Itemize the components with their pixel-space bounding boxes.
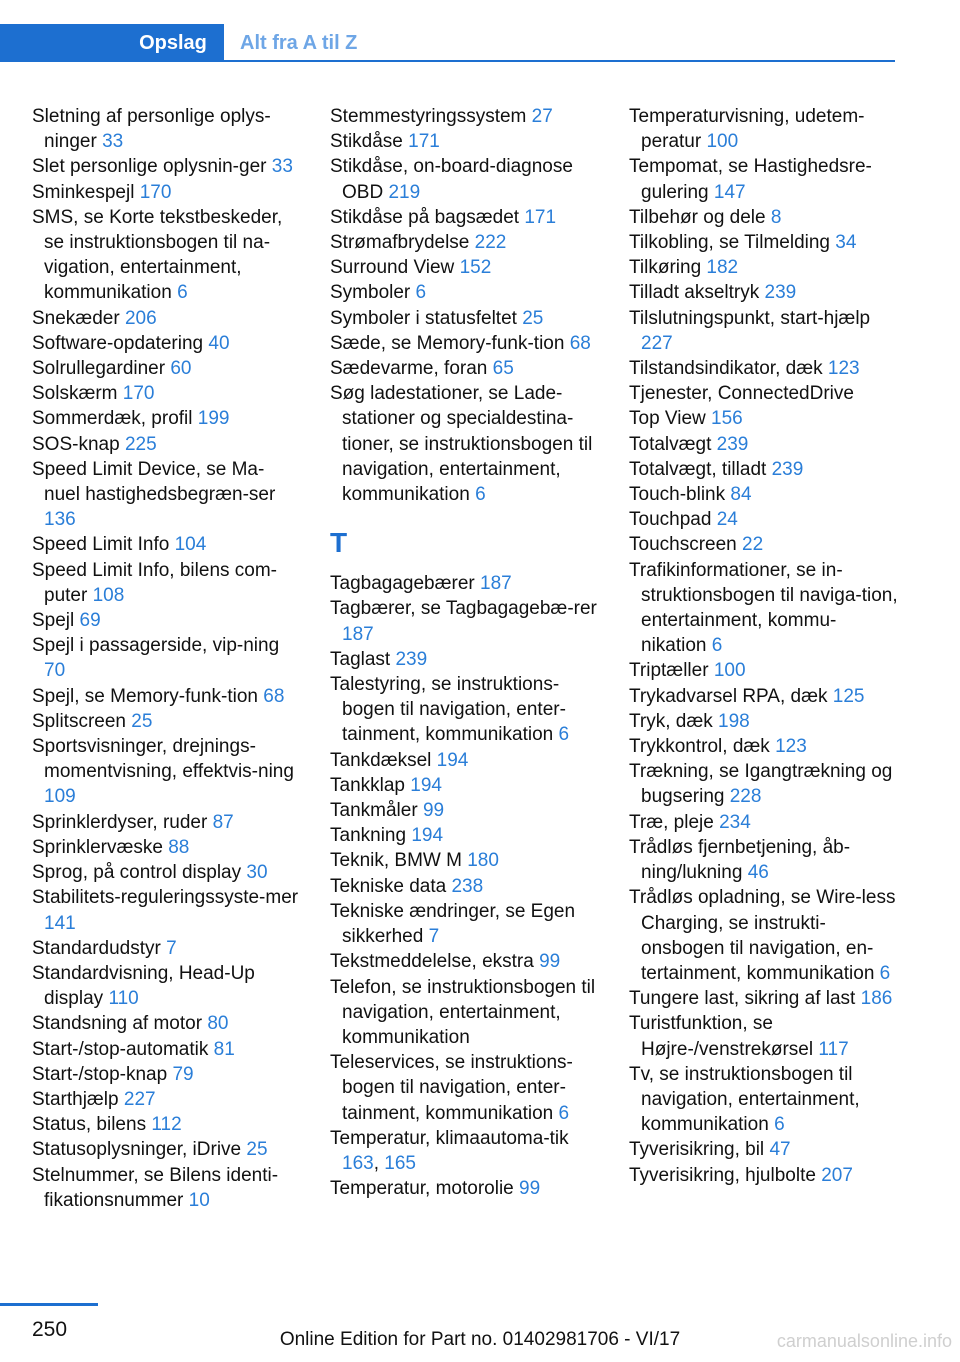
index-entry xyxy=(32,835,300,860)
index-entry-term: Sæde, se Memory-funk‐tion xyxy=(330,332,565,354)
page-link[interactable]: 136 xyxy=(44,509,76,531)
index-entry-term: Stemmestyringssystem xyxy=(330,106,527,127)
index-entry xyxy=(330,154,600,204)
header-tab-bar xyxy=(0,24,895,62)
page-link[interactable]: 117 xyxy=(818,1038,849,1060)
page-link[interactable]: 123 xyxy=(827,358,860,380)
index-entry-term: Trækning, se Igangtrækning og bugsering xyxy=(629,761,893,808)
index-entry xyxy=(32,734,300,810)
page-link[interactable]: 10 xyxy=(188,1189,210,1211)
index-entry-term: Stabilitets-reguleringssyste‐mer xyxy=(32,887,299,909)
page-link[interactable]: 152 xyxy=(459,257,492,279)
index-entry-term: Tyverisikring, bil xyxy=(629,1139,765,1161)
page-link[interactable]: 123 xyxy=(775,736,807,758)
index-entry-term: Symboler xyxy=(330,282,411,304)
index-entry xyxy=(629,381,899,406)
page-link[interactable]: 239 xyxy=(764,282,797,304)
page-link[interactable]: 99 xyxy=(539,951,561,973)
index-entry-term: Top View xyxy=(629,408,706,430)
index-entry xyxy=(32,432,300,457)
index-entry xyxy=(32,709,300,734)
section-letter: T xyxy=(330,527,348,559)
page-link[interactable]: 219 xyxy=(388,181,421,203)
index-entry-term: Teknik, BMW M xyxy=(330,850,462,872)
index-entry xyxy=(330,280,600,305)
page-link[interactable]: 187 xyxy=(480,573,512,595)
index-entry-term: Tilladt akseltryk xyxy=(629,282,760,304)
page-link[interactable]: 170 xyxy=(139,181,172,203)
index-entry xyxy=(32,331,300,356)
index-entry xyxy=(32,810,300,835)
index-entry-term: Totalvægt xyxy=(629,433,712,455)
index-entry xyxy=(330,571,600,596)
page-link[interactable]: 171 xyxy=(524,206,557,228)
page-link[interactable]: 6 xyxy=(415,282,427,304)
index-entry-term: Trykkontrol, dæk xyxy=(629,736,770,758)
index-entry-term: Stikdåse på bagsædet xyxy=(330,206,520,228)
index-entry-term: Symboler i statusfeltet xyxy=(330,307,517,329)
index-entry-term: Standardudstyr xyxy=(32,937,161,959)
index-entry-term: Temperatur, motorolie xyxy=(330,1178,514,1200)
index-column-1 xyxy=(32,104,300,1213)
index-entry-term: Touchscreen xyxy=(629,534,737,556)
page-link[interactable]: 25 xyxy=(522,307,544,329)
page-link[interactable]: 88 xyxy=(168,836,190,858)
index-entry xyxy=(32,154,300,179)
index-entry xyxy=(330,331,600,356)
index-entry xyxy=(330,1176,600,1201)
page-link[interactable]: 6 xyxy=(558,1102,570,1124)
index-entry xyxy=(32,306,300,331)
index-entry-term: Standsning af motor xyxy=(32,1013,203,1035)
page-link[interactable]: 239 xyxy=(395,648,428,670)
index-entry xyxy=(629,457,899,482)
index-entry-term: Telefon, se instruktionsbogen til navigation, entertainment, kommunikation xyxy=(330,976,596,1048)
index-entry-term: Trykadvarsel RPA, dæk xyxy=(629,685,828,707)
index-entry-term: Sportsvisninger, drejnings‐momentvisning, effektvis‐ning xyxy=(32,736,294,783)
page-link[interactable]: 7 xyxy=(166,937,177,959)
page-link[interactable]: 147 xyxy=(713,181,746,203)
page-link[interactable]: 112 xyxy=(151,1114,182,1136)
edition-line: Online Edition for Part no. 01402981706 - VI/17 xyxy=(279,1329,681,1350)
index-entry xyxy=(629,482,899,507)
page-link[interactable]: 6 xyxy=(475,484,486,506)
index-entry xyxy=(330,381,600,507)
index-entry xyxy=(32,1163,300,1213)
index-entry xyxy=(32,608,300,633)
index-entry-term: Temperaturvisning, udetem‐peratur xyxy=(629,106,865,153)
index-entry xyxy=(330,129,600,154)
index-entry-term: Speed Limit Info, bilens com‐puter xyxy=(32,559,278,606)
index-entry-term: SOS-knap xyxy=(32,433,120,455)
index-entry xyxy=(32,885,300,935)
index-column-2 xyxy=(330,104,600,1201)
index-entry: Temperatur, klimaautoma‐tik 163, 165 xyxy=(330,1127,569,1174)
index-entry-term: Tv, se instruktionsbogen til navigation, entertainment, kommunikation xyxy=(629,1063,860,1136)
index-entry xyxy=(629,255,899,280)
page-link[interactable]: 22 xyxy=(742,534,764,556)
index-entry-term: Tilkobling, se Tilmelding xyxy=(629,232,830,254)
index-entry-term: Tilslutningspunkt, start‐hjælp xyxy=(629,307,871,329)
index-entry-term: Tyverisikring, hjulbolte xyxy=(629,1164,816,1186)
index-entry-term: Talestyring, se instruktions‐bogen til navigation, enter‐tainment, kommunikation xyxy=(330,674,566,746)
index-entry-term: Tankklap xyxy=(330,774,405,796)
index-entry xyxy=(32,180,300,205)
page-link[interactable]: 46 xyxy=(747,862,769,884)
index-entry-term: Slet personlige oplysnin‐ger xyxy=(32,156,267,178)
index-entry-term: Sletning af personlige oplys‐ninger xyxy=(32,106,271,153)
index-entry xyxy=(629,306,899,356)
index-entry xyxy=(629,885,899,986)
index-entry xyxy=(629,205,899,230)
index-entry xyxy=(629,406,899,431)
page-link[interactable]: 227 xyxy=(641,332,673,354)
page-link[interactable]: 238 xyxy=(451,875,484,897)
index-entry xyxy=(629,558,899,659)
index-entry-term: Tekniske data xyxy=(330,875,447,897)
index-entry-term: Status, bilens xyxy=(32,1114,147,1136)
index-entry-term: Start-/stop-automatik xyxy=(32,1038,209,1060)
page-link[interactable]: 68 xyxy=(263,685,285,707)
index-entry xyxy=(629,986,899,1011)
index-entry xyxy=(32,104,300,154)
index-entry xyxy=(629,230,899,255)
page-link[interactable]: 104 xyxy=(174,534,207,556)
index-entry xyxy=(330,306,600,331)
page-link[interactable]: 7 xyxy=(428,926,440,948)
page-link[interactable]: 206 xyxy=(124,307,157,329)
index-entry xyxy=(330,748,600,773)
index-entry xyxy=(32,961,300,1011)
page-link[interactable]: 24 xyxy=(716,509,738,531)
index-entry xyxy=(629,507,899,532)
page-link[interactable]: 222 xyxy=(474,232,507,254)
index-entry-term: Totalvægt, tilladt xyxy=(629,458,767,480)
index-entry-term: Software-opdatering xyxy=(32,332,204,354)
index-entry xyxy=(330,1050,600,1126)
index-entry xyxy=(629,759,899,809)
page-link[interactable]: 207 xyxy=(821,1164,853,1186)
page-link[interactable]: 33 xyxy=(102,131,124,153)
index-entry-term: Sædevarme, foran xyxy=(330,358,488,380)
page-link[interactable]: 186 xyxy=(860,988,893,1010)
index-entry-term: Surround View xyxy=(330,257,455,279)
index-entry-term: Spejl i passagerside, vip‐ning xyxy=(32,635,280,657)
index-entry-term: Tankmåler xyxy=(330,800,418,822)
index-entry-term: Sommerdæk, profil xyxy=(32,408,193,430)
index-entry-term: Stikdåse, on-board-diagnose OBD xyxy=(330,156,573,203)
index-entry xyxy=(330,975,600,1051)
index-entry-term: Sprog, på control display xyxy=(32,862,242,884)
index-entry xyxy=(629,734,899,759)
index-entry xyxy=(330,798,600,823)
page-link[interactable]: 6 xyxy=(879,962,891,984)
index-entry xyxy=(629,684,899,709)
index-entry-term: Triptæller xyxy=(629,660,709,682)
index-entry xyxy=(32,205,300,306)
index-entry-term: Sprinklerdyser, ruder xyxy=(32,811,208,833)
page-link[interactable]: 79 xyxy=(172,1063,194,1085)
page-number: 250 xyxy=(32,1318,68,1341)
page-link[interactable]: 60 xyxy=(170,358,192,380)
page-link[interactable]: 8 xyxy=(770,206,782,228)
index-entry xyxy=(32,936,300,961)
index-entry-term: Søg ladestationer, se Lade‐stationer og specialdestina‐tioner, se instruktionsbogen til navigation, entertainment, kommunikation xyxy=(330,383,593,506)
tab-opslag[interactable]: Opslag xyxy=(122,24,224,62)
index-entry-term: Trådløs fjernbetjening, åb‐ning/lukning xyxy=(629,836,851,884)
index-entry xyxy=(330,356,600,381)
page-link[interactable]: 100 xyxy=(713,660,746,682)
index-entry xyxy=(629,810,899,835)
index-entry xyxy=(629,1062,899,1138)
index-entry xyxy=(32,1112,300,1137)
index-entry-term: Touchpad xyxy=(629,509,712,531)
page-link[interactable]: 99 xyxy=(422,800,445,822)
index-entry-term: Start-/stop-knap xyxy=(32,1063,168,1085)
index-entry xyxy=(32,1062,300,1087)
index-entry xyxy=(32,532,300,557)
index-entry xyxy=(629,356,899,381)
index-entry-term: Tjenester, ConnectedDrive xyxy=(629,383,854,405)
index-entry xyxy=(629,1011,899,1061)
index-entry-term: SMS, se Korte tekstbeskeder, se instruktionsbogen til na‐vigation, entertainment, kommunikation xyxy=(32,206,283,304)
index-entry-term: Turistfunktion, se Højre-/venstrekørsel xyxy=(629,1013,814,1060)
page-link[interactable]: 6 xyxy=(711,635,723,657)
index-entry-term: Strømafbrydelse xyxy=(330,232,470,254)
page-link[interactable]: 69 xyxy=(79,610,101,632)
index-entry-term: Snekæder xyxy=(32,307,120,329)
page-link[interactable]: 109 xyxy=(44,786,76,808)
index-entry-term: Tilstandsindikator, dæk xyxy=(629,358,823,380)
page-link[interactable]: 30 xyxy=(246,862,268,884)
page-link[interactable]: 227 xyxy=(123,1088,156,1110)
page-link[interactable]: 156 xyxy=(711,408,743,430)
page-link[interactable]: 65 xyxy=(492,358,514,380)
index-entry xyxy=(32,457,300,533)
index-entry xyxy=(629,835,899,885)
index-entry xyxy=(629,709,899,734)
page-link[interactable]: 165 xyxy=(384,1152,416,1174)
index-entry-term: Tekstmeddelelse, ekstra xyxy=(330,951,534,973)
index-entry-term: Standardvisning, Head-Up display xyxy=(32,962,255,1010)
index-entry xyxy=(32,684,300,709)
index-entry-term: Solrullegardiner xyxy=(32,358,166,380)
index-entry xyxy=(330,899,600,949)
index-entry-term: Trafikinformationer, se in‐struktionsbogen til naviga‐tion, entertainment, kommu‐nikation xyxy=(629,559,898,657)
page-link[interactable]: 6 xyxy=(177,282,188,304)
index-entry xyxy=(330,848,600,873)
index-entry xyxy=(629,280,899,305)
index-entry-term: Starthjælp xyxy=(32,1088,119,1110)
index-entry xyxy=(330,255,600,280)
index-entry-term: Tryk, dæk xyxy=(629,710,713,732)
page-link[interactable]: 33 xyxy=(271,156,293,178)
index-entry xyxy=(629,154,899,204)
index-entry xyxy=(629,1163,899,1188)
index-column-3 xyxy=(629,104,899,1188)
index-entry xyxy=(32,860,300,885)
index-entry xyxy=(330,205,600,230)
page-link[interactable]: 40 xyxy=(208,332,230,354)
page-link[interactable]: 182 xyxy=(706,257,739,279)
index-entry-term: Taglast xyxy=(330,648,391,670)
page-link[interactable]: 141 xyxy=(44,912,76,934)
tab-bar-rule xyxy=(224,60,895,62)
index-entry xyxy=(330,104,600,129)
page-link[interactable]: 234 xyxy=(719,811,751,833)
index-entry xyxy=(330,672,600,748)
index-entry xyxy=(330,874,600,899)
index-entry-term: Speed Limit Info xyxy=(32,534,170,556)
index-entry-term: Sprinklervæske xyxy=(32,836,163,858)
index-entry-term: Tilbehør og dele xyxy=(629,206,766,228)
page-link[interactable]: 125 xyxy=(832,685,865,707)
index-entry-term: Speed Limit Device, se Ma‐nuel hastighedsbegræn‐ser xyxy=(32,458,276,506)
index-entry-term: Statusoplysninger, iDrive xyxy=(32,1139,242,1161)
index-entry-term: Tungere last, sikring af last xyxy=(629,988,856,1010)
index-entry xyxy=(32,406,300,431)
index-entry-term: Spejl, se Memory-funk‐tion xyxy=(32,685,258,707)
page-link[interactable]: 84 xyxy=(730,484,752,506)
index-entry xyxy=(330,647,600,672)
index-entry-term: Spejl xyxy=(32,610,75,632)
page-link[interactable]: 34 xyxy=(835,232,857,254)
index-entry-term: Touch-blink xyxy=(629,484,726,506)
page-link[interactable]: 199 xyxy=(197,408,230,430)
index-entry-term: Stikdåse xyxy=(330,131,403,153)
page-link[interactable]: 100 xyxy=(706,131,739,153)
page-link[interactable]: 239 xyxy=(716,433,749,455)
index-entry-term: Tagbærer, se Tagbagagebæ‐rer xyxy=(330,598,597,620)
index-entry xyxy=(330,773,600,798)
page-link[interactable]: 68 xyxy=(569,332,591,354)
tab-alt-fra-a-til-z[interactable]: Alt fra A til Z xyxy=(240,31,358,54)
index-entry xyxy=(32,633,300,683)
index-entry xyxy=(32,1137,300,1162)
index-entry xyxy=(330,949,600,974)
index-entry xyxy=(629,532,899,557)
index-entry xyxy=(32,356,300,381)
page-link[interactable]: 180 xyxy=(467,850,499,872)
page-link[interactable]: 70 xyxy=(44,660,66,682)
page-link[interactable]: 225 xyxy=(124,433,157,455)
index-entry xyxy=(629,658,899,683)
index-entry-term: Træ, pleje xyxy=(629,811,714,833)
page-link[interactable]: 47 xyxy=(769,1139,791,1161)
page-link[interactable]: 80 xyxy=(207,1013,229,1035)
index-entry xyxy=(629,1137,899,1162)
index-entry xyxy=(629,432,899,457)
index-entry-term: Tekniske ændringer, se Egen sikkerhed xyxy=(330,900,576,948)
page-link[interactable]: 228 xyxy=(729,786,762,808)
index-entry xyxy=(32,1011,300,1036)
footer-rule xyxy=(0,1303,98,1306)
index-entry-term: Splitscreen xyxy=(32,710,126,732)
page-link[interactable]: 194 xyxy=(436,749,469,771)
index-entry xyxy=(32,381,300,406)
page-link[interactable]: 194 xyxy=(410,774,442,796)
index-entry-term: Solskærm xyxy=(32,383,118,405)
index-entry xyxy=(32,1037,300,1062)
page-link[interactable]: 171 xyxy=(408,131,440,153)
index-entry-term: Tankning xyxy=(330,825,407,847)
index-entry xyxy=(330,596,600,646)
page-link[interactable]: 108 xyxy=(92,584,125,606)
index-entry-term: Temperatur, klimaautoma‐tik xyxy=(330,1127,569,1149)
page-link[interactable]: 163 xyxy=(342,1152,374,1174)
page-link[interactable]: 6 xyxy=(558,724,570,746)
tab-bar-lead-block xyxy=(0,24,122,62)
page-link[interactable]: 194 xyxy=(411,825,444,847)
index-entry xyxy=(330,823,600,848)
watermark: carmanualsonline.info xyxy=(776,1331,952,1351)
page-link[interactable]: 198 xyxy=(718,710,750,732)
page-link[interactable]: 110 xyxy=(108,988,139,1010)
page-link[interactable]: 87 xyxy=(212,811,234,833)
index-entry-term: Sminkespejl xyxy=(32,181,135,203)
page-link[interactable]: 239 xyxy=(771,458,804,480)
index-entry-term: Trådløs opladning, se Wire‐less Charging, se instrukti‐onsbogen til navigation, en‐tertainment, kommunikation xyxy=(629,887,896,984)
page-link[interactable]: 25 xyxy=(131,710,153,732)
index-entry xyxy=(32,1087,300,1112)
index-entry xyxy=(330,230,600,255)
index-entry-term: Tempomat, se Hastighedsre‐gulering xyxy=(629,156,872,203)
index-entry xyxy=(32,558,300,608)
page-link[interactable]: 187 xyxy=(342,623,374,645)
index-entry-term: Tagbagagebærer xyxy=(330,573,475,595)
index-entry-term: Teleservices, se instruktions‐bogen til navigation, enter‐tainment, kommunikation xyxy=(330,1052,573,1124)
page-link[interactable]: 27 xyxy=(531,106,553,127)
page-link[interactable]: 99 xyxy=(519,1178,541,1200)
index-entry-term: Tankdæksel xyxy=(330,749,432,771)
index-entry-term: Stelnummer, se Bilens identi‐fikationsnummer xyxy=(32,1164,279,1211)
index-entry xyxy=(629,104,899,154)
page-link[interactable]: 25 xyxy=(246,1139,268,1161)
page-link[interactable]: 170 xyxy=(122,383,155,405)
page-link[interactable]: 81 xyxy=(213,1038,235,1060)
index-entry-term: Tilkøring xyxy=(629,257,702,279)
page-link[interactable]: 6 xyxy=(774,1114,785,1136)
